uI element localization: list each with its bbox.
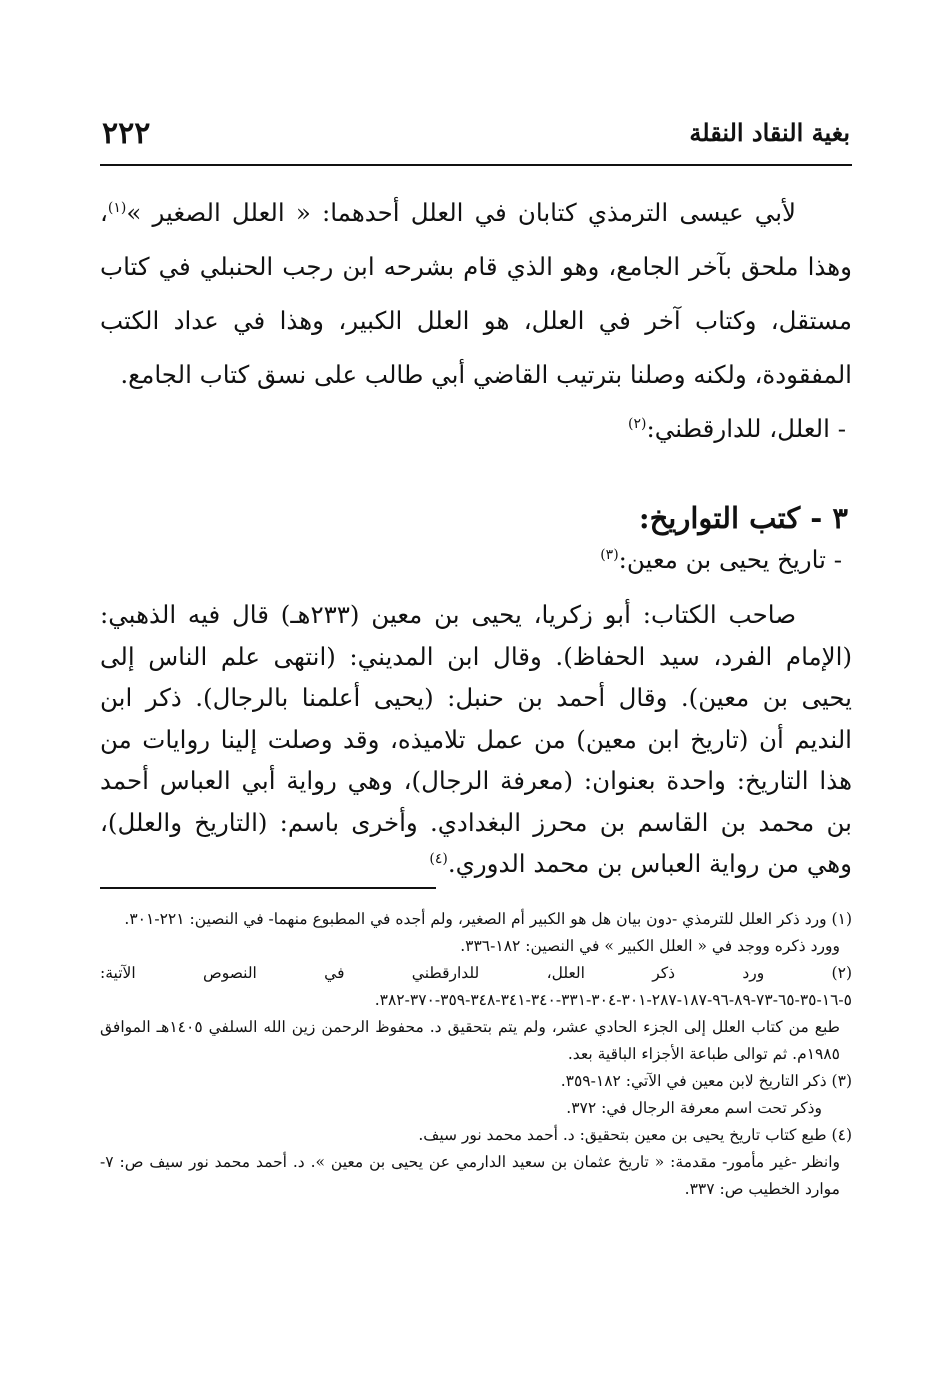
footnotes: [100, 906, 852, 1203]
bullet-ibn-main: [600, 538, 842, 582]
paragraph-ibn-main: [100, 594, 852, 885]
bullet-text: - تاريخ يحيى بن معين:: [618, 545, 842, 574]
running-title: بغية النقاد النقلة: [689, 118, 850, 147]
header-rule: [100, 164, 852, 166]
footnote-2-continuation: طبع من كتاب العلل إلى الجزء الحادي عشر، ولم يتم بتحقيق د. محفوظ الرحمن زين الله السلفي ١٤٠٥هـ الموافق ١٩٨٥م. ثم توالى طباعة الأجزاء الباقية بعد.: [100, 1018, 840, 1063]
page-header: [100, 116, 852, 156]
paragraph-tirmidhi: [100, 186, 852, 456]
paragraph-text-rest: ، وهذا ملحق بآخر الجامع، وهو الذي قام بشرحه ابن رجب الحنبلي في كتاب مستقل، وكتاب آخر في العلل، هو العلل الكبير، وهذا في عداد الكتب المفقودة، ولكنه وصلنا بترتيب القاضي أبي طالب على نسق كتاب الجامع.: [100, 198, 852, 389]
bullet-daraqutni: [100, 402, 852, 456]
footnote-3-continuation: وذكر تحت اسم معرفة الرجال في: ٣٧٢.: [566, 1099, 822, 1117]
bullet-text: - العلل، للدارقطني:: [646, 414, 846, 443]
footnote-3: (٣) ذكر التاريخ لابن معين في الآتي: ١٨٢-٣٥٩.: [560, 1072, 852, 1090]
footnote-4: (٤) طبع كتاب تاريخ يحيى بن معين بتحقيق: د. أحمد محمد نور سيف.: [418, 1126, 852, 1144]
footnote-ref-4[interactable]: (٤): [429, 850, 448, 867]
footnote-ref-1[interactable]: (١): [107, 199, 127, 216]
book-page: [100, 0, 852, 1388]
paragraph-text: لأبي عيسى الترمذي كتابان في العلل أحدهما: « العلل الصغير »: [126, 198, 796, 227]
footnote-ref-3[interactable]: (٣): [600, 546, 619, 563]
paragraph-text: صاحب الكتاب: أبو زكريا، يحيى بن معين (٢٣٣هـ) قال فيه الذهبي: (الإمام الفرد، سيد الحفاظ). وقال ابن المديني: (انتهى علم الناس إلى يحيى بن معين). وقال أحمد بن حنبل: (يحيى أعلمنا بالرجال). ذكر ابن النديم أن (تاريخ ابن معين) من عمل تلاميذه، وقد وصلت إلينا روايات من هذا التاريخ: واحدة بعنوان: (معرفة الرجال)، وهي رواية أبي العباس أحمد بن محمد بن القاسم بن محرز البغدادي. وأخرى باسم: (التاريخ والعلل)، وهي من رواية العباس بن محمد الدوري.: [100, 600, 852, 878]
section-heading: ٣ - كتب التواريخ:: [638, 501, 848, 535]
footnote-ref-2[interactable]: (٢): [628, 415, 647, 432]
footnote-4-continuation: وانظر -غير مأمور- مقدمة: « تاريخ عثمان بن سعيد الدارمي عن يحيى بن معين ». د. أحمد محمد نور سيف ص: ٧- موارد الخطيب ص: ٣٣٧.: [100, 1153, 840, 1198]
footnote-rule: [100, 887, 436, 889]
page-number: ٢٢٢: [102, 116, 151, 151]
footnote-1: (١) ورد ذكر العلل للترمذي -دون بيان هل هو الكبير أم الصغير، ولم أجده في المطبوع منهما- في النصين: ٢٢١-٣٠١.: [124, 910, 852, 928]
footnote-2: (٢) ورد ذكر العلل، للدارقطني في النصوص الآتية: ٥-١٦-٣٥-٦٥-٧٣-٨٩-٩٦-١٨٧-٢٨٧-٣٠١-٣٠٤-٣٣١-٣٤٠-٣٤١-٣٤٨-٣٥٩-٣٧٠-٣٨٢.: [100, 964, 852, 1009]
footnote-1-continuation: وورد ذكره ووجد في « العلل الكبير » في النصين: ١٨٢-٣٣٦.: [460, 937, 840, 955]
